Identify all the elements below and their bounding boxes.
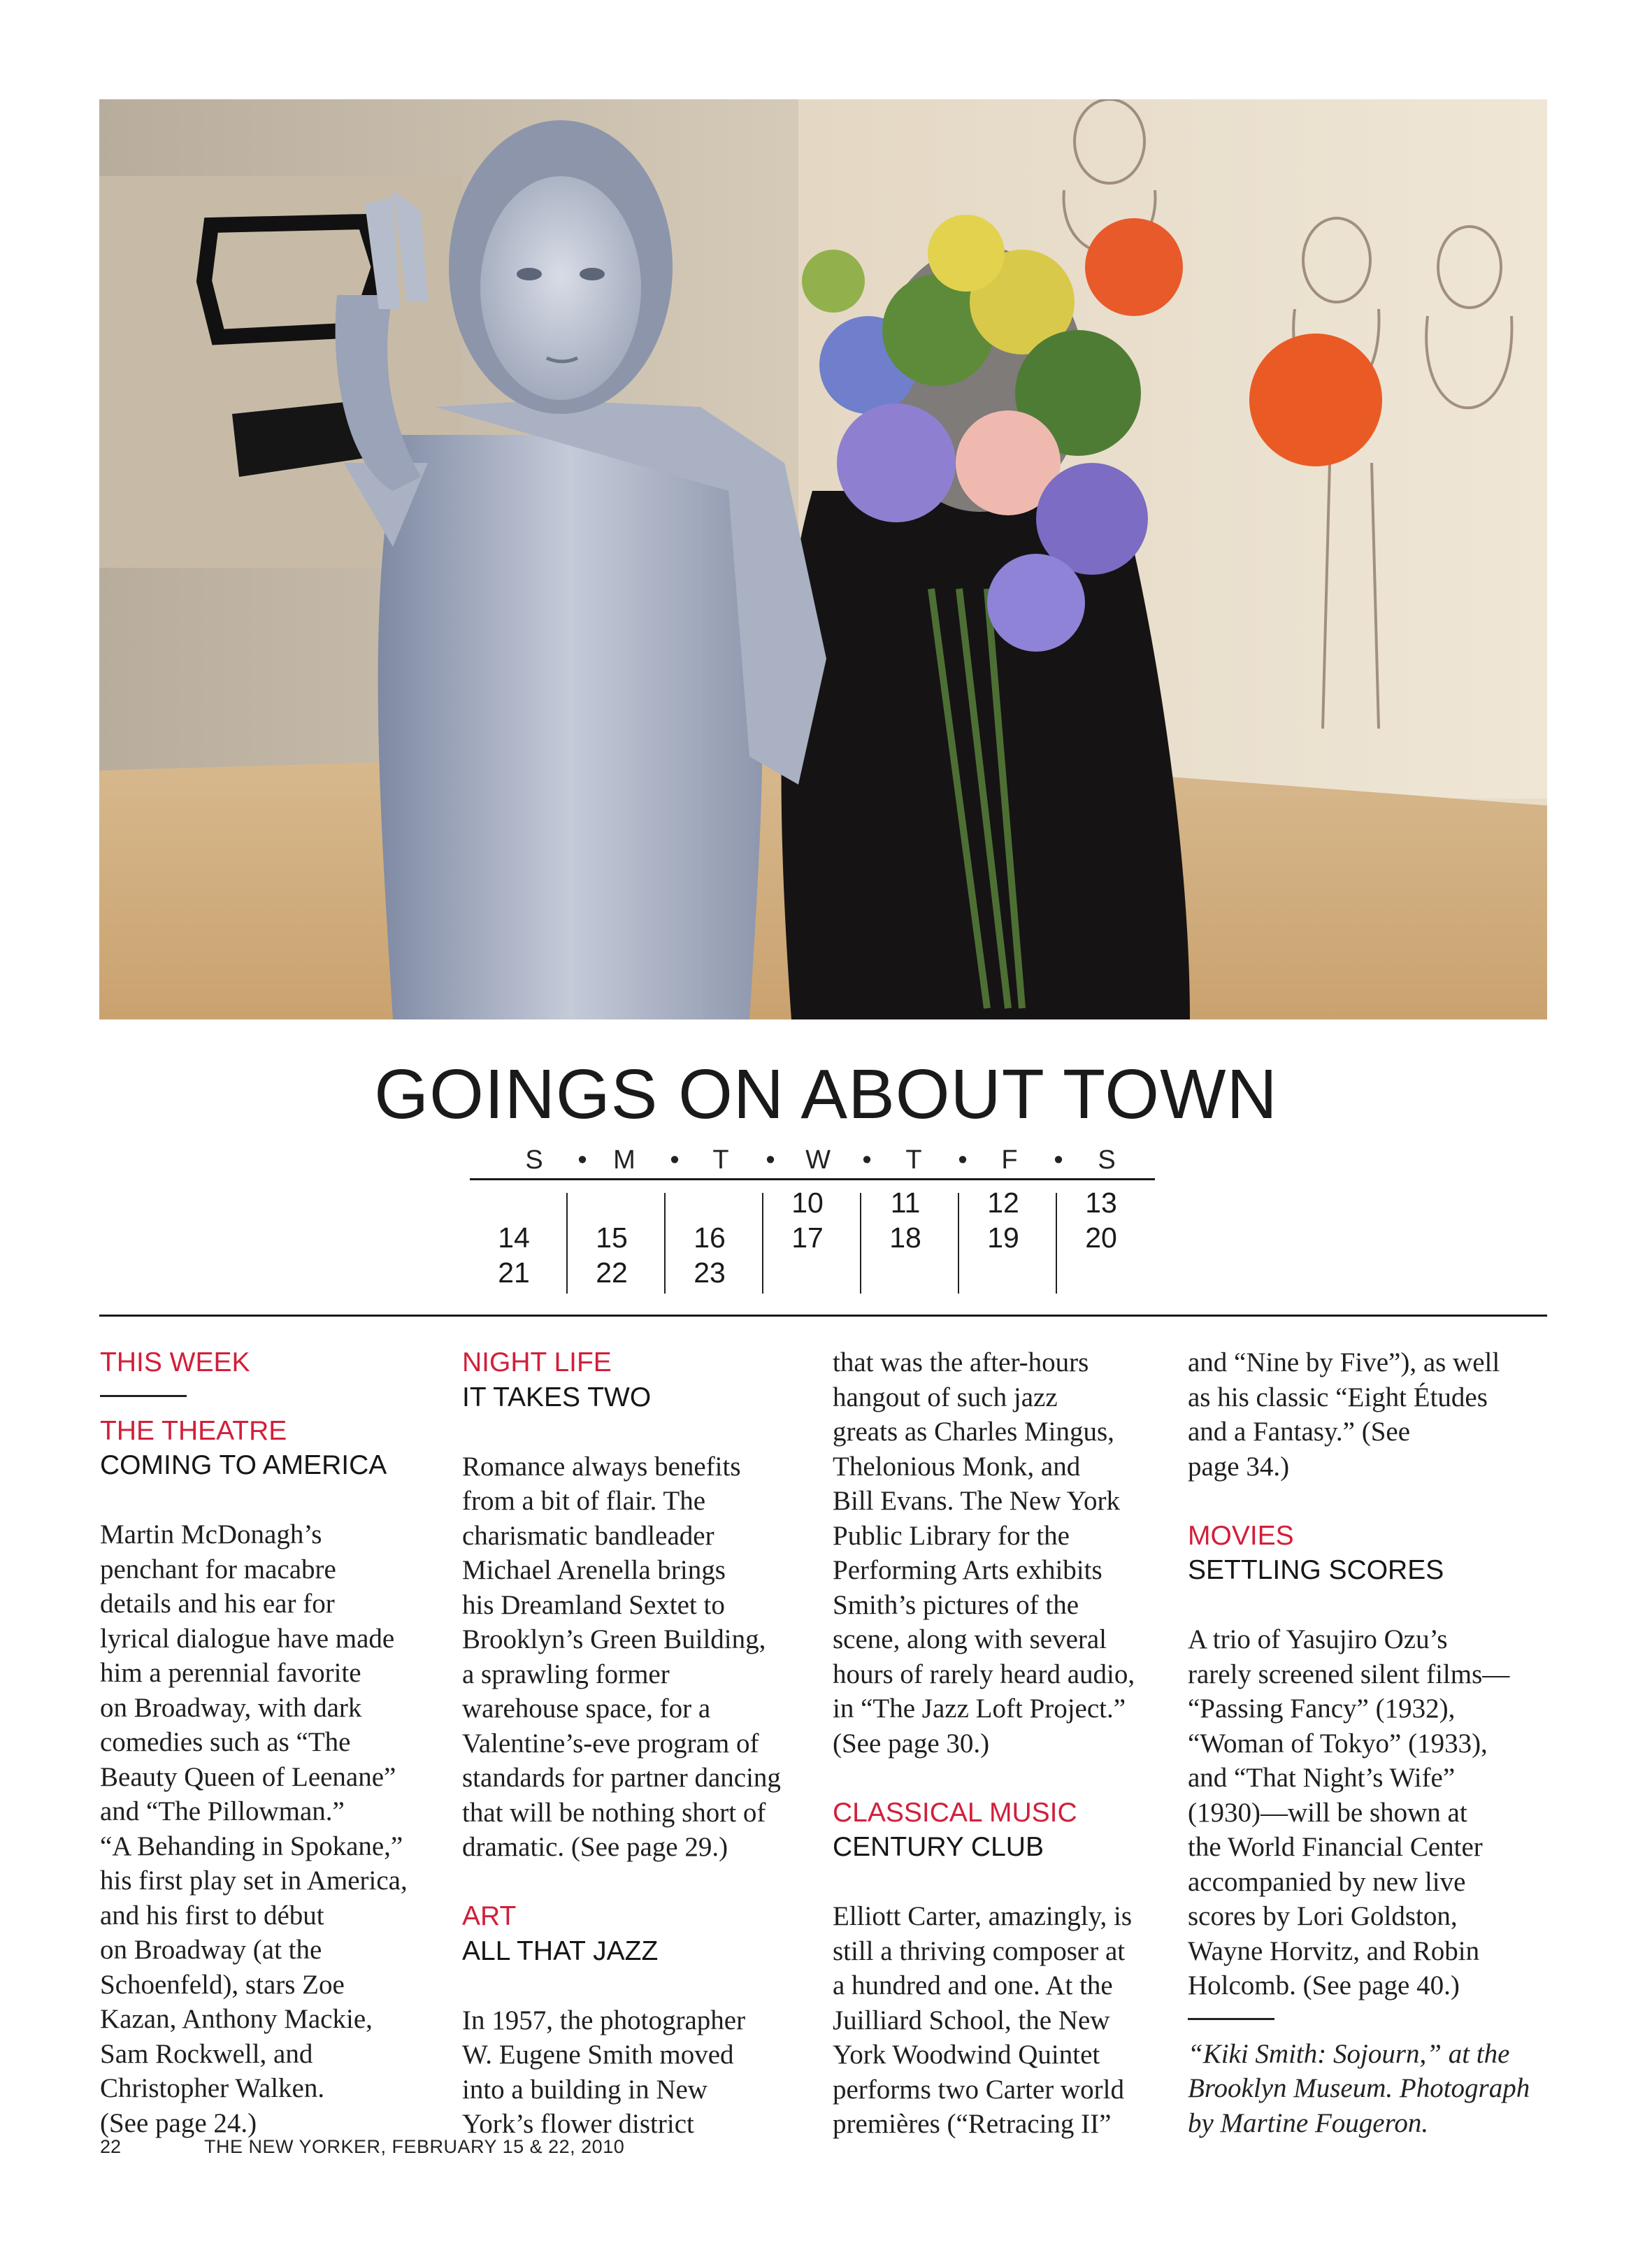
body-line: Bill Evans. The New York [833, 1486, 1120, 1516]
body-line: comedies such as “The [100, 1727, 351, 1757]
body-line: on Broadway, with dark [100, 1692, 362, 1723]
body-line: his first play set in America, [100, 1866, 408, 1896]
body-line: “A Behanding in Spokane,” [100, 1831, 403, 1861]
weekday-monday: M [613, 1145, 635, 1175]
article-heading: SETTLING SCORES [1188, 1555, 1444, 1585]
body-line: the World Financial Center [1188, 1832, 1483, 1862]
body-line: accompanied by new live [1188, 1866, 1466, 1897]
section-label-theatre: THE THEATRE [100, 1415, 287, 1446]
body-line: charismatic bandleader [462, 1520, 714, 1551]
section-label-this-week: THIS WEEK [100, 1347, 250, 1377]
calendar-date: 10 [791, 1187, 824, 1219]
body-line: a hundred and one. At the [833, 1970, 1113, 2000]
body-line: into a building in New [462, 2074, 708, 2105]
weekday-separator: • [958, 1145, 968, 1175]
weekday-saturday: S [1098, 1145, 1116, 1175]
body-line: W. Eugene Smith moved [462, 2040, 734, 2070]
short-rule [100, 1395, 187, 1397]
body-line: rarely screened silent films— [1188, 1659, 1510, 1689]
weekday-thursday: T [905, 1145, 922, 1175]
body-line: warehouse space, for a [462, 1694, 711, 1724]
body-line: premières (“Retracing II” [833, 2109, 1112, 2139]
body-line: dramatic. (See page 29.) [462, 1832, 728, 1862]
body-line: him a perennial favorite [100, 1658, 361, 1688]
body-line: (See page 30.) [833, 1728, 990, 1759]
weekday-friday: F [1001, 1145, 1018, 1175]
body-line: scores by Lori Goldston, [1188, 1901, 1458, 1931]
body-line: and “That Night’s Wife” [1188, 1763, 1456, 1793]
body-line: (See page 24.) [100, 2107, 257, 2138]
body-line: hours of rarely heard audio, [833, 1659, 1135, 1689]
body-line: Performing Arts exhibits [833, 1555, 1102, 1585]
article-body [833, 1899, 1182, 2142]
body-line: and his first to début [100, 1900, 324, 1931]
body-line: York’s flower district [462, 2109, 694, 2139]
calendar-column [763, 1189, 861, 1295]
calendar-column [666, 1189, 763, 1295]
calendar-date: 12 [987, 1187, 1019, 1219]
calendar-grid [470, 1187, 1117, 1295]
column-art-classical [833, 1345, 1182, 2142]
body-line: In 1957, the photographer [462, 2005, 746, 2035]
running-footer: THE NEW YORKER, FEBRUARY 15 & 22, 2010 [204, 2136, 625, 2157]
photo-caption [1188, 2037, 1551, 2141]
article-body [1188, 1345, 1551, 1484]
page-title: GOINGS ON ABOUT TOWN [374, 1055, 1278, 1133]
article-heading: IT TAKES TWO [462, 1382, 652, 1412]
calendar-column [861, 1189, 959, 1295]
body-line: Kazan, Anthony Mackie, [100, 2004, 373, 2034]
body-line: lyrical dialogue have made [100, 1623, 395, 1654]
calendar-date: 16 [694, 1222, 726, 1254]
body-line: Sam Rockwell, and [100, 2038, 313, 2069]
caption-line: by Martine Fougeron. [1188, 2107, 1429, 2138]
calendar-date: 17 [791, 1222, 824, 1254]
section-label-art: ART [462, 1901, 517, 1931]
body-line: Martin McDonagh’s [100, 1519, 322, 1549]
calendar-date: 21 [498, 1257, 530, 1289]
calendar-column [568, 1189, 666, 1295]
body-line: and “Nine by Five”), as well [1188, 1347, 1500, 1377]
article-heading: CENTURY CLUB [833, 1832, 1044, 1862]
body-line: that was the after-hours [833, 1347, 1089, 1377]
body-line: Public Library for the [833, 1520, 1070, 1551]
body-line: A trio of Yasujiro Ozu’s [1188, 1624, 1448, 1654]
body-line: in “The Jazz Loft Project.” [833, 1694, 1126, 1724]
calendar-column [959, 1189, 1057, 1295]
calendar-rule [470, 1178, 1155, 1180]
calendar-date: 19 [987, 1222, 1019, 1254]
body-line: Juilliard School, the New [833, 2005, 1110, 2035]
caption-line: Brooklyn Museum. Photograph [1188, 2073, 1530, 2103]
body-line: greats as Charles Mingus, [833, 1417, 1114, 1447]
cover-photo [99, 99, 1547, 1019]
column-movies [1188, 1345, 1551, 2140]
body-line: Holcomb. (See page 40.) [1188, 1970, 1460, 2000]
body-line: Michael Arenella brings [462, 1555, 726, 1585]
body-line: scene, along with several [833, 1624, 1107, 1654]
body-line: Wayne Horvitz, and Robin [1188, 1935, 1480, 1966]
body-line: (1930)—will be shown at [1188, 1797, 1467, 1828]
body-line: York Woodwind Quintet [833, 2040, 1100, 2070]
body-line: performs two Carter world [833, 2074, 1124, 2105]
article-body [1188, 1622, 1551, 2003]
calendar-date: 22 [596, 1257, 628, 1289]
calendar-date: 13 [1085, 1187, 1117, 1219]
body-line: as his classic “Eight Études [1188, 1382, 1488, 1412]
weekday-separator: • [766, 1145, 775, 1175]
calendar-date: 20 [1085, 1222, 1117, 1254]
body-line: a sprawling former [462, 1659, 670, 1689]
body-line: Schoenfeld), stars Zoe [100, 1969, 345, 2000]
body-line: Thelonious Monk, and [833, 1451, 1081, 1482]
body-line: standards for partner dancing [462, 1763, 781, 1793]
weekday-sunday: S [525, 1145, 543, 1175]
body-line: on Broadway (at the [100, 1935, 322, 1965]
body-line: Smith’s pictures of the [833, 1589, 1079, 1620]
article-body [462, 1449, 812, 1865]
calendar-date: 18 [889, 1222, 921, 1254]
photo-illustration [99, 99, 1547, 1019]
body-line: “Woman of Tokyo” (1933), [1188, 1728, 1488, 1759]
body-line: his Dreamland Sextet to [462, 1589, 725, 1620]
calendar-date: 11 [890, 1187, 921, 1219]
body-line: Valentine’s-eve program of [462, 1728, 759, 1759]
body-line: that will be nothing short of [462, 1797, 766, 1828]
calendar-date: 15 [596, 1222, 628, 1254]
body-line: penchant for macabre [100, 1554, 336, 1584]
article-heading: COMING TO AMERICA [100, 1450, 387, 1480]
section-label-night-life: NIGHT LIFE [462, 1347, 612, 1377]
weekday-wednesday: W [805, 1145, 831, 1175]
article-body [100, 1517, 446, 2140]
body-line: Brooklyn’s Green Building, [462, 1624, 766, 1654]
calendar-column [1057, 1189, 1155, 1295]
article-body [462, 2003, 812, 2142]
body-line: Elliott Carter, amazingly, is [833, 1901, 1133, 1931]
section-rule [99, 1315, 1547, 1317]
short-rule [1188, 2018, 1274, 2020]
calendar-column [470, 1189, 568, 1295]
weekday-separator: • [577, 1145, 587, 1175]
calendar-date: 14 [498, 1222, 530, 1254]
weekday-separator: • [1054, 1145, 1063, 1175]
body-line: details and his ear for [100, 1589, 335, 1619]
body-line: still a thriving composer at [833, 1935, 1126, 1966]
body-line: page 34.) [1188, 1451, 1290, 1482]
section-label-classical-music: CLASSICAL MUSIC [833, 1797, 1077, 1828]
weekday-tuesday: T [712, 1145, 729, 1175]
body-line: hangout of such jazz [833, 1382, 1058, 1412]
column-night-life-art [462, 1345, 812, 2142]
page-number: 22 [100, 2136, 122, 2157]
body-line: Beauty Queen of Leenane” [100, 1761, 396, 1792]
calendar-weekdays [472, 1145, 1150, 1173]
section-label-movies: MOVIES [1188, 1520, 1294, 1551]
calendar-date: 23 [694, 1257, 726, 1289]
weekday-separator: • [862, 1145, 872, 1175]
body-line: Christopher Walken. [100, 2073, 325, 2103]
body-line: “Passing Fancy” (1932), [1188, 1694, 1456, 1724]
weekday-separator: • [670, 1145, 680, 1175]
body-line: and a Fantasy.” (See [1188, 1417, 1411, 1447]
caption-line: “Kiki Smith: Sojourn,” at the [1188, 2038, 1510, 2069]
article-body [833, 1345, 1182, 1761]
body-line: from a bit of flair. The [462, 1486, 706, 1516]
body-line: and “The Pillowman.” [100, 1796, 345, 1826]
column-theatre [100, 1345, 446, 2140]
body-line: Romance always benefits [462, 1451, 741, 1482]
article-heading: ALL THAT JAZZ [462, 1935, 659, 1966]
